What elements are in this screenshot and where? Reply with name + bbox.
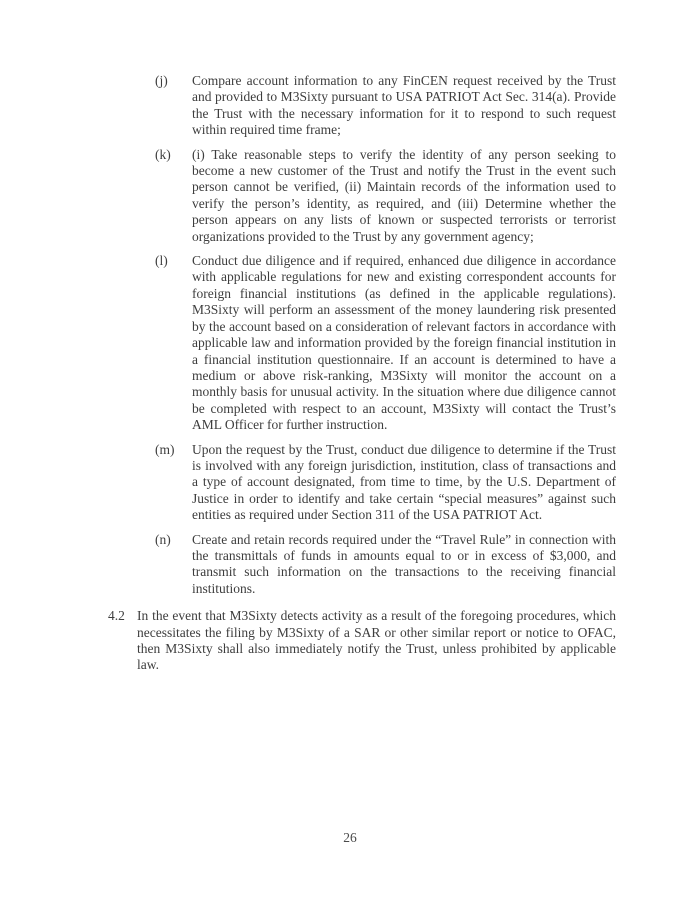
- list-item-l-text: Conduct due diligence and if required, enhanced due diligence in accordance with applicable regulations for new and existing correspondent accounts for foreign financial institutions (as defined in the applicable regulations). M3Sixty will perform an assessment of the money laundering risk presented by the account based on a consideration of relevant factors in accordance with applicable law and information provided by the foreign financial institution in a financial institution questionnaire. If an account is determined to have a medium or above risk-ranking, M3Sixty will monitor the account on a monthly basis for unusual activity. In the situation where due diligence cannot be completed with respect to an account, M3Sixty will contact the Trust’s AML Officer for further instruction.: [192, 253, 616, 433]
- list-item-n: [155, 532, 616, 598]
- list-marker-k: (k): [155, 146, 171, 162]
- section-text: In the event that M3Sixty detects activity as a result of the foregoing procedures, which necessitates the filing by M3Sixty of a SAR or other similar report or notice to OFAC, then M3Sixty shall also immediately notify the Trust, unless prohibited by applicable law.: [137, 608, 616, 673]
- section-number: 4.2: [108, 608, 125, 624]
- document-content: [0, 73, 700, 674]
- list-item-k-text: (i) Take reasonable steps to verify the identity of any person seeking to become a new customer of the Trust and notify the Trust in the event such person cannot be verified, (ii) Maintain records of the information used to verify the person’s identity, as required, and (iii) Determine whether the person appears on any lists of known or suspected terrorists or terrorist organizations provided to the Trust by any government agency;: [192, 146, 616, 244]
- section-4-2: [108, 608, 616, 674]
- list-marker-m: (m): [155, 441, 175, 457]
- list-item-l: [155, 253, 616, 433]
- page-number: 26: [343, 830, 357, 845]
- list-item-j: [155, 73, 616, 139]
- list-marker-l: (l): [155, 253, 168, 269]
- list-item-m-text: Upon the request by the Trust, conduct due diligence to determine if the Trust is involved with any foreign jurisdiction, institution, class of transactions and a type of account designated, from time to time, by the U.S. Department of Justice in order to identify and take certain “special measures” against such entities as required under Section 311 of the USA PATRIOT Act.: [192, 441, 616, 523]
- list-marker-n: (n): [155, 531, 171, 547]
- list-item-m: [155, 442, 616, 524]
- list-item-j-text: Compare account information to any FinCEN request received by the Trust and provided to M3Sixty pursuant to USA PATRIOT Act Sec. 314(a). Provide the Trust with the necessary information for it to respond to such request within required time frame;: [192, 73, 616, 138]
- list-item-n-text: Create and retain records required under the “Travel Rule” in connection with the transmittals of funds in amounts equal to or in excess of $3,000, and transmit such information on the transactions to the receiving financial institutions.: [192, 531, 616, 596]
- list-item-k: [155, 147, 616, 245]
- list-marker-j: (j): [155, 73, 168, 88]
